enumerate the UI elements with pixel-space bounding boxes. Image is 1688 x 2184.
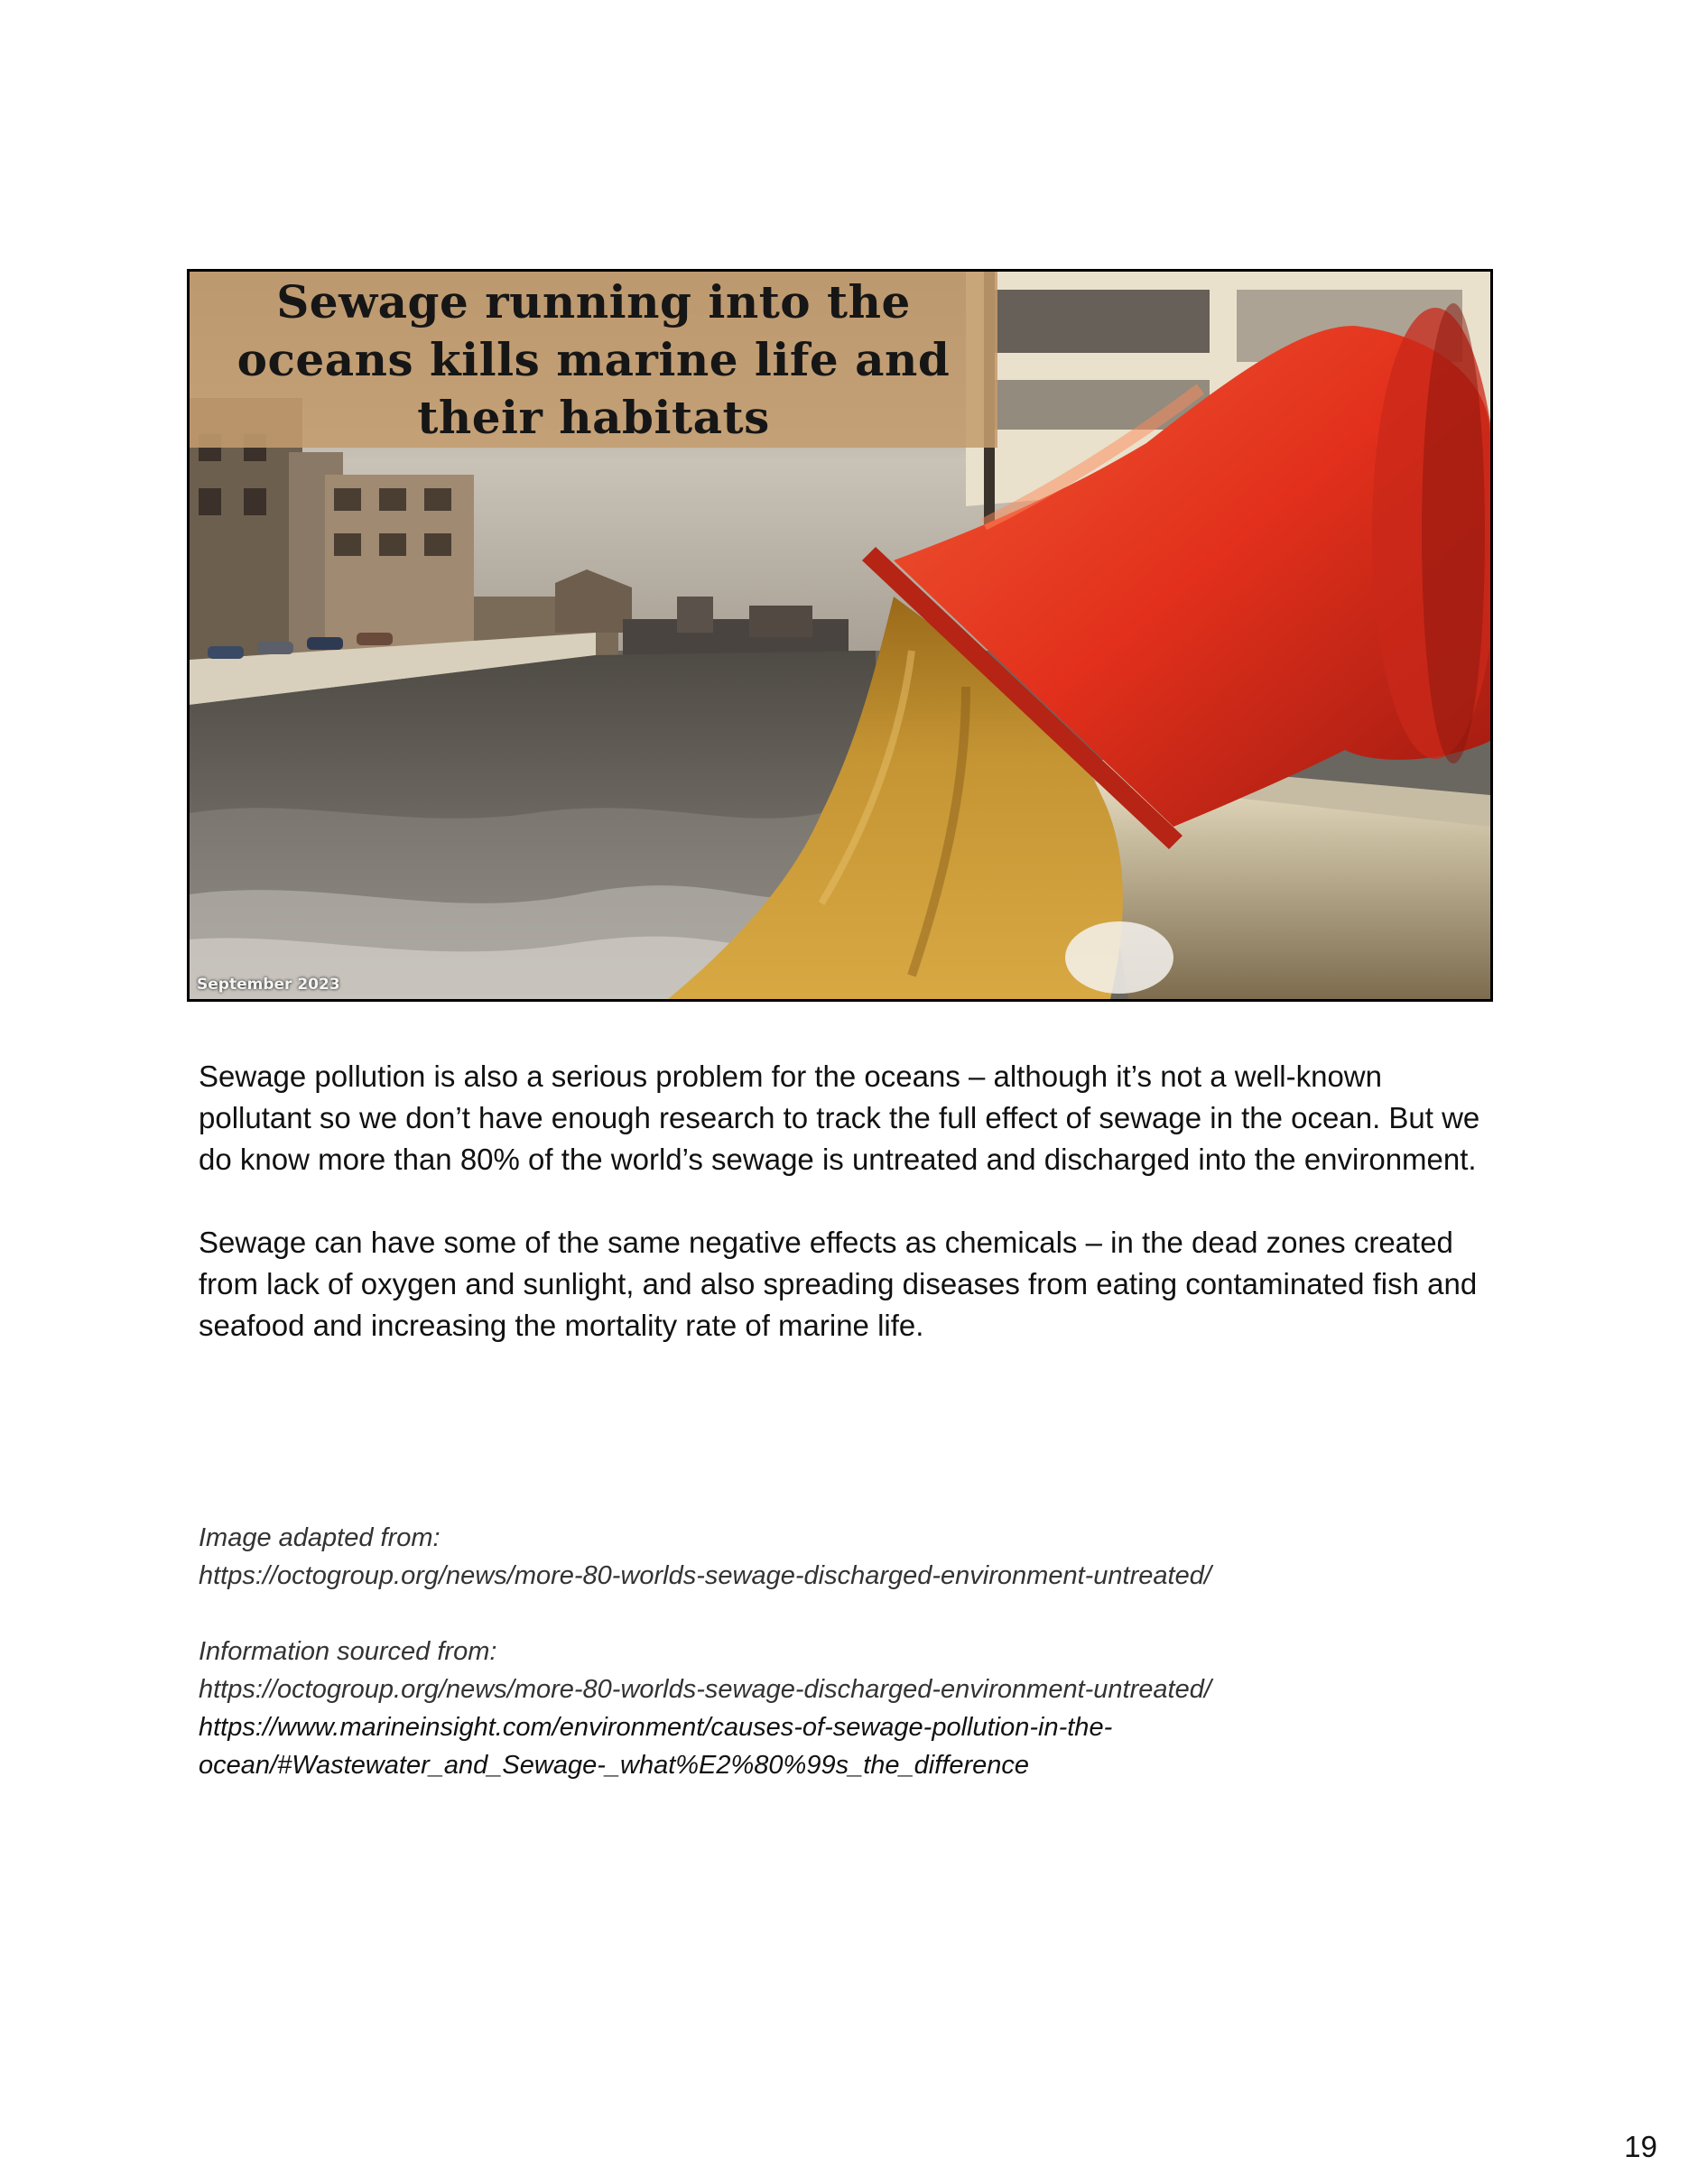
info-source-link[interactable]: https://octogroup.org/news/more-80-worlds-sewage-discharged-environment-untreated/ (199, 1675, 1211, 1704)
image-source-label: Image adapted from: (199, 1523, 441, 1552)
info-source-block (199, 1633, 1498, 1784)
page-number: 19 (1624, 2130, 1657, 2163)
body-text (199, 1056, 1498, 1388)
image-source-link[interactable]: https://octogroup.org/news/more-80-worlds-sewage-discharged-environment-untreated/ (199, 1561, 1211, 1590)
slide-title-banner (190, 272, 997, 448)
body-paragraph: Sewage pollution is also a serious problem for the oceans – although it’s not a well-known pollutant so we don’t have enough research to track the full effect of sewage in the ocean. But we do know more than 80% of the world’s sewage is untreated and discharged into the environment. (199, 1060, 1480, 1176)
body-paragraph: Sewage can have some of the same negative effects as chemicals – in the dead zones created from lack of oxygen and sunlight, and also spreading diseases from eating contaminated fish and seafood and increasing the mortality rate of marine life. (199, 1226, 1478, 1342)
slide-title: Sewage running into the oceans kills marine life and their habitats (237, 274, 951, 444)
sources-section (199, 1519, 1498, 1822)
info-source-label: Information sourced from: (199, 1637, 497, 1666)
slide-image (187, 269, 1493, 1002)
slide-date: September 2023 (197, 976, 340, 994)
info-source-link[interactable]: https://www.marineinsight.com/environment/causes-of-sewage-pollution-in-the-ocean/#Wastewater_and_Sewage-_what%E2%80%99s_the_difference (199, 1713, 1113, 1780)
image-source-block (199, 1519, 1498, 1595)
